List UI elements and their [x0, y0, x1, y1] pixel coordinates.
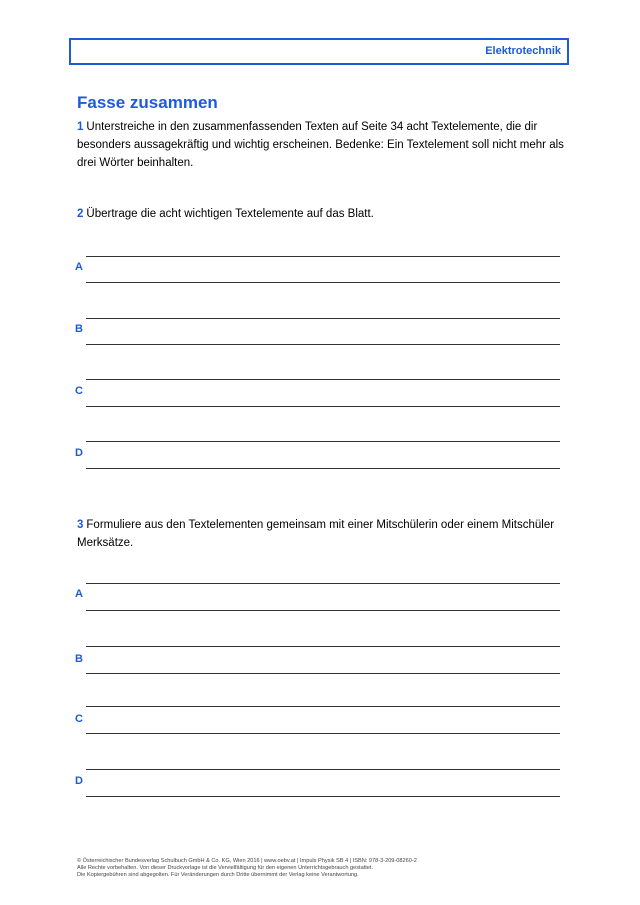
writing-line[interactable]	[86, 673, 560, 674]
writing-line[interactable]	[86, 256, 560, 257]
task-number: 2	[77, 208, 84, 220]
row-letter: A	[75, 261, 83, 273]
writing-line[interactable]	[86, 318, 560, 319]
writing-line[interactable]	[86, 769, 560, 770]
writing-line[interactable]	[86, 646, 560, 647]
task-2	[77, 205, 567, 223]
writing-line[interactable]	[86, 344, 560, 345]
writing-line[interactable]	[86, 406, 560, 407]
task-number: 3	[77, 519, 84, 531]
row-letter: B	[75, 653, 83, 665]
task-3	[77, 516, 567, 552]
row-letter: D	[75, 447, 83, 459]
row-letter: D	[75, 775, 83, 787]
writing-line[interactable]	[86, 282, 560, 283]
footer-line: Die Kopiergebühren sind abgegolten. Für Veränderungen durch Dritte übernimmt der Verlag keine Verantwortung.	[77, 872, 359, 879]
footer-line: © Österreichischer Bundesverlag Schulbuch GmbH & Co. KG, Wien 2016 | www.oebv.at | Impuls Physik SB 4 | ISBN: 978-3-209-08260-2	[77, 858, 417, 864]
copyright-footer	[77, 858, 417, 880]
subject-label: Elektrotechnik	[485, 45, 561, 57]
row-letter: B	[75, 323, 83, 335]
writing-line[interactable]	[86, 583, 560, 584]
task-text: Übertrage die acht wichtigen Textelemente auf das Blatt.	[86, 208, 374, 220]
writing-line[interactable]	[86, 733, 560, 734]
writing-line[interactable]	[86, 706, 560, 707]
task-text: Formuliere aus den Textelementen gemeinsam mit einer Mitschülerin oder einem Mitschüler Merksätze.	[77, 519, 555, 549]
task-1	[77, 118, 567, 172]
row-letter: C	[75, 713, 83, 725]
writing-line[interactable]	[86, 796, 560, 797]
page-title: Fasse zusammen	[77, 93, 218, 112]
row-letter: A	[75, 588, 83, 600]
footer-line: Alle Rechte vorbehalten. Von dieser Druckvorlage ist die Vervielfältigung für den eigenen Unterrichtsgebrauch gestattet.	[77, 865, 374, 872]
row-letter: C	[75, 385, 83, 397]
writing-line[interactable]	[86, 379, 560, 380]
writing-line[interactable]	[86, 441, 560, 442]
task-number: 1	[77, 121, 84, 133]
writing-line[interactable]	[86, 468, 560, 469]
header-box	[69, 38, 569, 65]
writing-line[interactable]	[86, 610, 560, 611]
task-text: Unterstreiche in den zusammenfassenden Texten auf Seite 34 acht Textelemente, die dir besonders aussagekräftig und wichtig erscheinen. Bedenke: Ein Textelement soll nicht mehr als drei Wörter beinhalten.	[77, 121, 564, 169]
